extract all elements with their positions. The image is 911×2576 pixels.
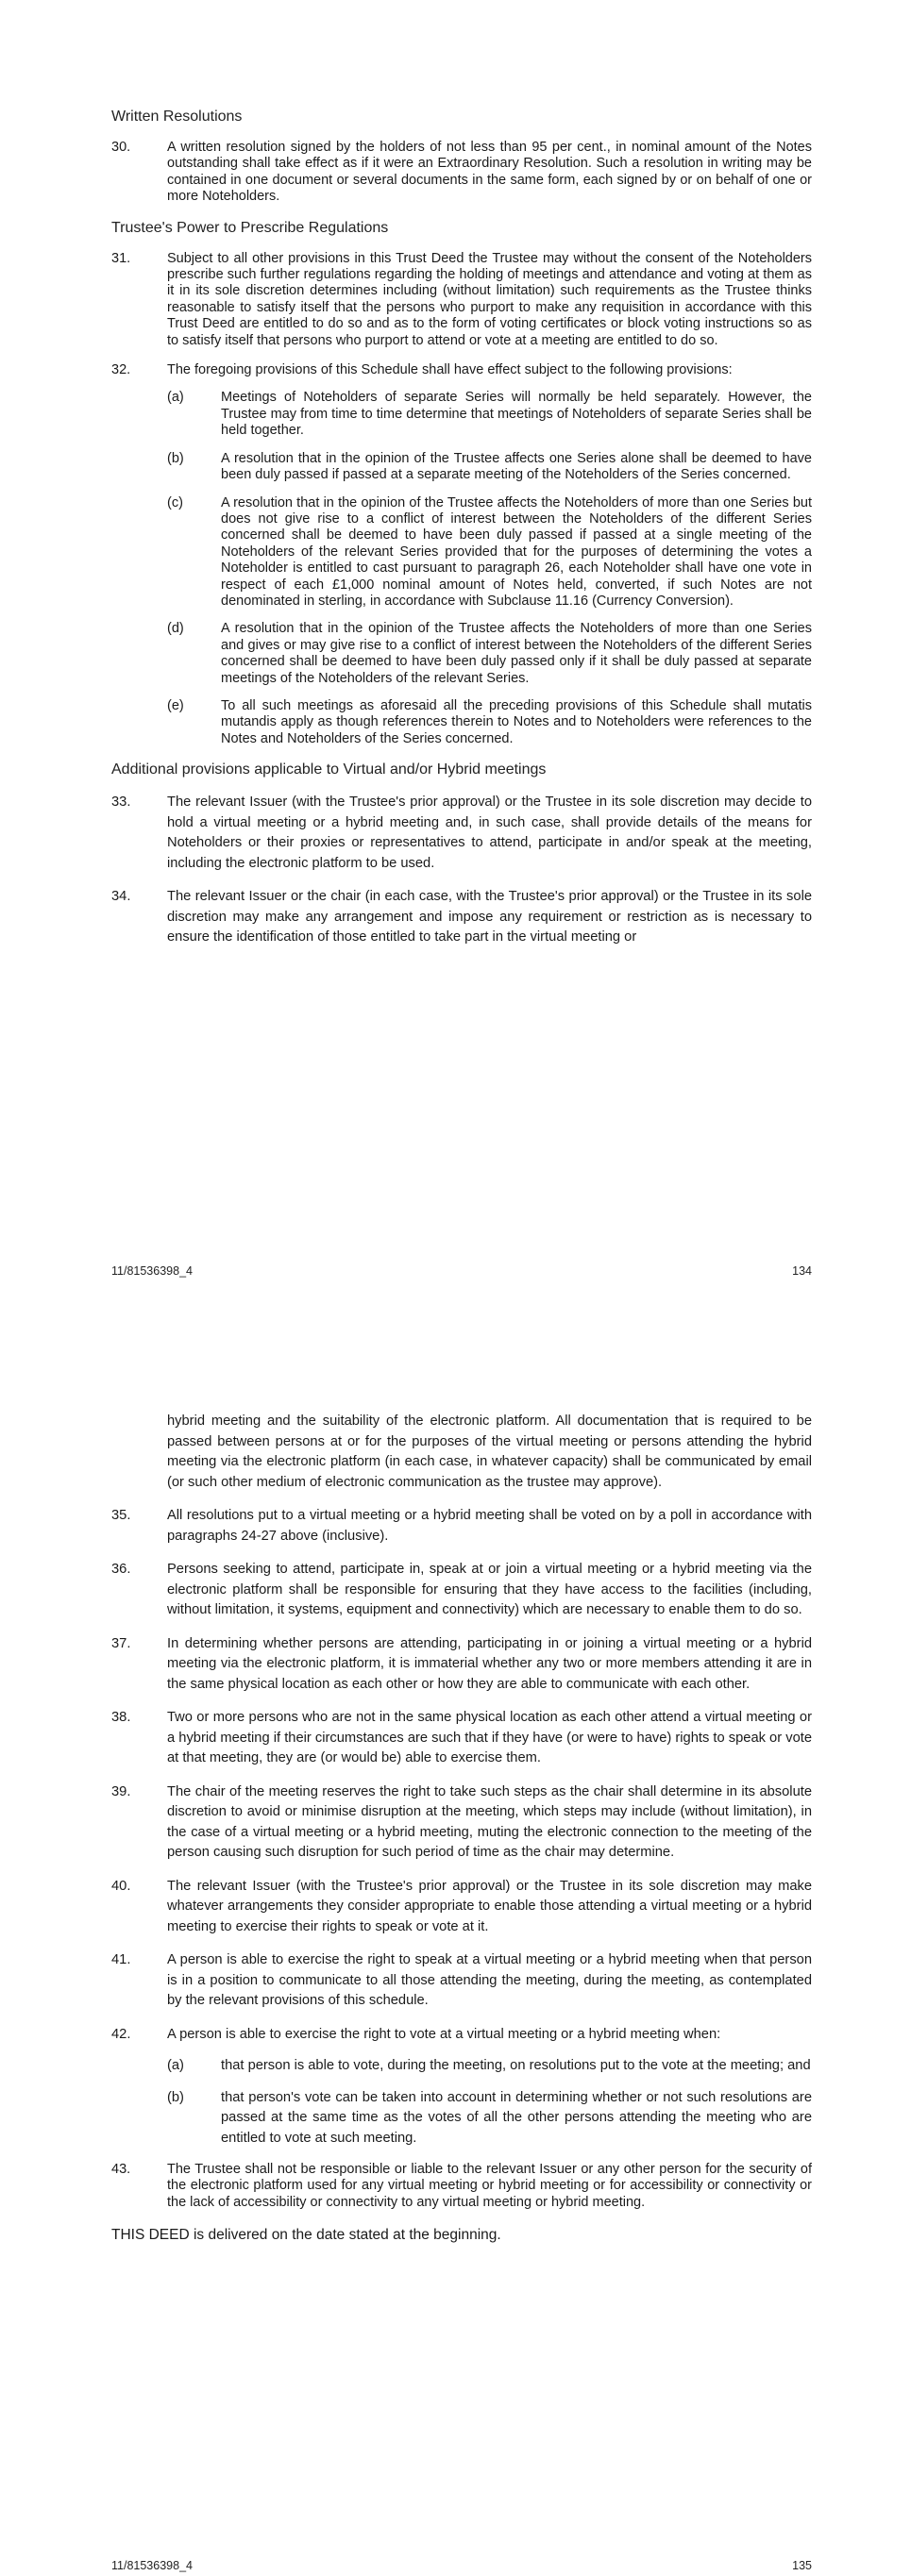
- paragraph-text: Persons seeking to attend, participate in, speak at or join a virtual meeting or a hybrid meeting via the electronic platform shall be responsible for ensuring that they have access to the facilities (including, without limitation, it systems, equipment and connectivity) which are necessary to enable them to do so.: [167, 1562, 812, 1617]
- sub-item-text: To all such meetings as aforesaid all the preceding provisions of this Schedule shall mutatis mutandis apply as though references therein to Notes and to Noteholders were references to the Notes and Noteholders of the Series concerned.: [221, 697, 812, 746]
- paragraph-41: [111, 1950, 812, 2012]
- paragraph-38: [111, 1708, 812, 1769]
- paragraph-text: A person is able to exercise the right to vote at a virtual meeting or a hybrid meeting when:: [167, 2026, 721, 2042]
- section-heading-virtual-hybrid: Additional provisions applicable to Virtual and/or Hybrid meetings: [111, 761, 547, 778]
- paragraph-number: 33.: [111, 795, 131, 811]
- paragraph-number: 35.: [111, 1508, 131, 1523]
- paragraph-number: 37.: [111, 1635, 131, 1651]
- paragraph-35: [111, 1506, 812, 1547]
- closing-statement: THIS DEED is delivered on the date stated at the beginning.: [111, 2227, 501, 2244]
- paragraph-text: The foregoing provisions of this Schedule shall have effect subject to the following provisions:: [167, 362, 733, 378]
- paragraph-37: [111, 1634, 812, 1696]
- paragraph-30: [111, 140, 812, 206]
- sub-item-text: Meetings of Noteholders of separate Series will normally be held separately. However, the Trustee may from time to time determine that meetings of Noteholders of separate Series shall be held together.: [221, 390, 812, 439]
- sub-item-text: that person's vote can be taken into account in determining whether or not such resolutions are passed at the same time as the votes of all the other persons attending the meeting who are entitled to vote at such meeting.: [221, 2089, 812, 2146]
- sub-item-text: that person is able to vote, during the meeting, on resolutions put to the vote at the meeting; and: [221, 2058, 811, 2073]
- section-heading-trustee-power: Trustee's Power to Prescribe Regulations: [111, 219, 389, 236]
- sub-item-letter: (e): [167, 697, 184, 713]
- paragraph-text: All resolutions put to a virtual meeting or a hybrid meeting shall be voted on by a poll in accordance with paragraphs 24-27 above (inclusive).: [167, 1508, 812, 1544]
- page-number: 135: [792, 2559, 812, 2572]
- paragraph-number: 42.: [111, 2026, 131, 2042]
- paragraph-number: 31.: [111, 250, 131, 266]
- page-content: [111, 108, 812, 962]
- document-reference: 11/81536398_4: [111, 1264, 193, 1278]
- paragraph-text: A person is able to exercise the right to speak at a virtual meeting or a hybrid meeting when that person is in a position to communicate to all those attending the meeting, during the meeting, as contemplated by the relevant provisions of this schedule.: [167, 1952, 812, 2008]
- paragraph-number: 40.: [111, 1878, 131, 1894]
- sub-item-letter: (c): [167, 494, 183, 510]
- page-number: 134: [792, 1264, 812, 1278]
- paragraph-text: In determining whether persons are attending, participating in or joining a virtual meeting or a hybrid meeting via the electronic platform, it is immaterial whether any two or more members attending it are in the same physical location as each other or how they are able to communicate with each other.: [167, 1635, 812, 1692]
- sub-item-text: A resolution that in the opinion of the Trustee affects the Noteholders of more than one Series and gives or may give rise to a conflict of interest between the Noteholders of the different Series concerned shall be deemed to have been duly passed only if it shall be duly passed at separate meetings of the Noteholders of the relevant Series.: [221, 621, 812, 686]
- paragraph-text: The relevant Issuer or the chair (in each case, with the Trustee's prior approval) or the Trustee in its sole discretion may make any arrangement and impose any requirement or restriction as is necessary to ensure the identification of those entitled to take part in the virtual meeting or: [167, 889, 812, 945]
- paragraph-number: 43.: [111, 2162, 131, 2177]
- paragraph-40: [111, 1877, 812, 1938]
- paragraph-number: 39.: [111, 1783, 131, 1799]
- sub-item-b: [167, 451, 812, 484]
- sub-item-text: A resolution that in the opinion of the Trustee affects the Noteholders of more than one Series but does not give rise to a conflict of interest between the Noteholders of the different Series concerned shall be deemed to have been duly passed if passed at a single meeting of the Noteholders of the relevant Series provided that for the purposes of determining the votes a Noteholder is entitled to cast pursuant to paragraph 26, each Noteholder shall have one vote in respect of each £1,000 nominal amount of Notes held, converted, if such Notes are not denominated in sterling, in accordance with Subclause 11.16 (Currency Conversion).: [221, 494, 812, 609]
- paragraph-34: [111, 887, 812, 948]
- sub-item-letter: (b): [167, 450, 184, 466]
- section-heading-written-resolutions: Written Resolutions: [111, 109, 243, 125]
- sub-item-c: [167, 495, 812, 611]
- paragraph-39: [111, 1782, 812, 1864]
- sub-item-b: [167, 2088, 812, 2149]
- document-page-135: [0, 1312, 911, 2576]
- paragraph-number: 36.: [111, 1562, 131, 1577]
- sub-item-a: [167, 2056, 812, 2077]
- paragraph-number: 41.: [111, 1952, 131, 1967]
- paragraph-text: The relevant Issuer (with the Trustee's prior approval) or the Trustee in its sole discretion may decide to hold a virtual meeting or a hybrid meeting and, in such case, shall provide details of the means for Noteholders or their proxies or representatives to attend, participate in and/or speak at the meeting, including the electronic platform to be used.: [167, 795, 812, 871]
- sub-item-e: [167, 698, 812, 747]
- sub-item-letter: (b): [167, 2089, 184, 2105]
- paragraph-text: The relevant Issuer (with the Trustee's prior approval) or the Trustee in its sole discretion may make whatever arrangements they consider appropriate to enable those attending a virtual meeting or a hybrid meeting to exercise their rights to speak or vote at it.: [167, 1878, 812, 1934]
- paragraph-text: Two or more persons who are not in the same physical location as each other attend a virtual meeting or a hybrid meeting if their circumstances are such that if they have (or were to have) rights to speak or vote at that meeting, they are (or would be) able to exercise them.: [167, 1710, 812, 1765]
- paragraph-text: The Trustee shall not be responsible or liable to the relevant Issuer or any other person for the security of the electronic platform used for any virtual meeting or hybrid meeting or for accessibility or connectivity or the lack of accessibility or connectivity to any virtual meeting or hybrid meeting.: [167, 2162, 812, 2210]
- sub-item-a: [167, 390, 812, 439]
- paragraph-36: [111, 1560, 812, 1621]
- paragraph-33: [111, 793, 812, 874]
- paragraph-number: 30.: [111, 140, 131, 155]
- paragraph-32: [111, 362, 812, 747]
- sub-item-letter: (a): [167, 390, 184, 406]
- sub-item-letter: (d): [167, 621, 184, 637]
- sub-item-text: A resolution that in the opinion of the Trustee affects one Series alone shall be deemed to have been duly passed if passed at a separate meeting of the Noteholders of the Series concerned.: [221, 450, 812, 483]
- paragraph-number: 32.: [111, 362, 131, 378]
- paragraph-34-continued: hybrid meeting and the suitability of the electronic platform. All documentation that is required to be passed between persons at or for the purposes of the virtual meeting or persons attending the hybrid meeting via the electronic platform (in each case, in whatever capacity) shall be communicated by email (or such other medium of electronic communication as the trustee may approve).: [167, 1413, 812, 1490]
- sub-item-letter: (a): [167, 2058, 184, 2073]
- sub-item-d: [167, 621, 812, 687]
- paragraph-number: 38.: [111, 1710, 131, 1725]
- paragraph-31: [111, 251, 812, 349]
- paragraph-43: [111, 2162, 812, 2211]
- paragraph-number: 34.: [111, 889, 131, 905]
- paragraph-text: A written resolution signed by the holders of not less than 95 per cent., in nominal amount of the Notes outstanding shall take effect as if it were an Extraordinary Resolution. Such a resolution in writing may be contained in one document or several documents in the same form, each signed by or on behalf of one or more Noteholders.: [167, 140, 812, 205]
- paragraph-text: Subject to all other provisions in this Trust Deed the Trustee may without the consent of the Noteholders prescribe such further regulations regarding the holding of meetings and attendance and voting at them as it in its sole discretion determines including (without limitation) such requirements as the Trustee thinks reasonable to satisfy itself that the persons who purport to make any requisition in accordance with this Trust Deed are entitled to do so and as to the form of voting certificates or block voting instructions so as to satisfy itself that persons who purport to attend or vote at a meeting are entitled to do so.: [167, 250, 812, 348]
- paragraph-42: [111, 2025, 812, 2149]
- paragraph-text: The chair of the meeting reserves the right to take such steps as the chair shall determine in its absolute discretion to avoid or minimise disruption at the meeting, which steps may include (without limitation), in the case of a virtual meeting or a hybrid meeting, muting the electronic connection to the meeting of the person causing such disruption for such period of time as the chair may determine.: [167, 1783, 812, 1860]
- page-content: [111, 1412, 812, 2245]
- document-reference: 11/81536398_4: [111, 2559, 193, 2572]
